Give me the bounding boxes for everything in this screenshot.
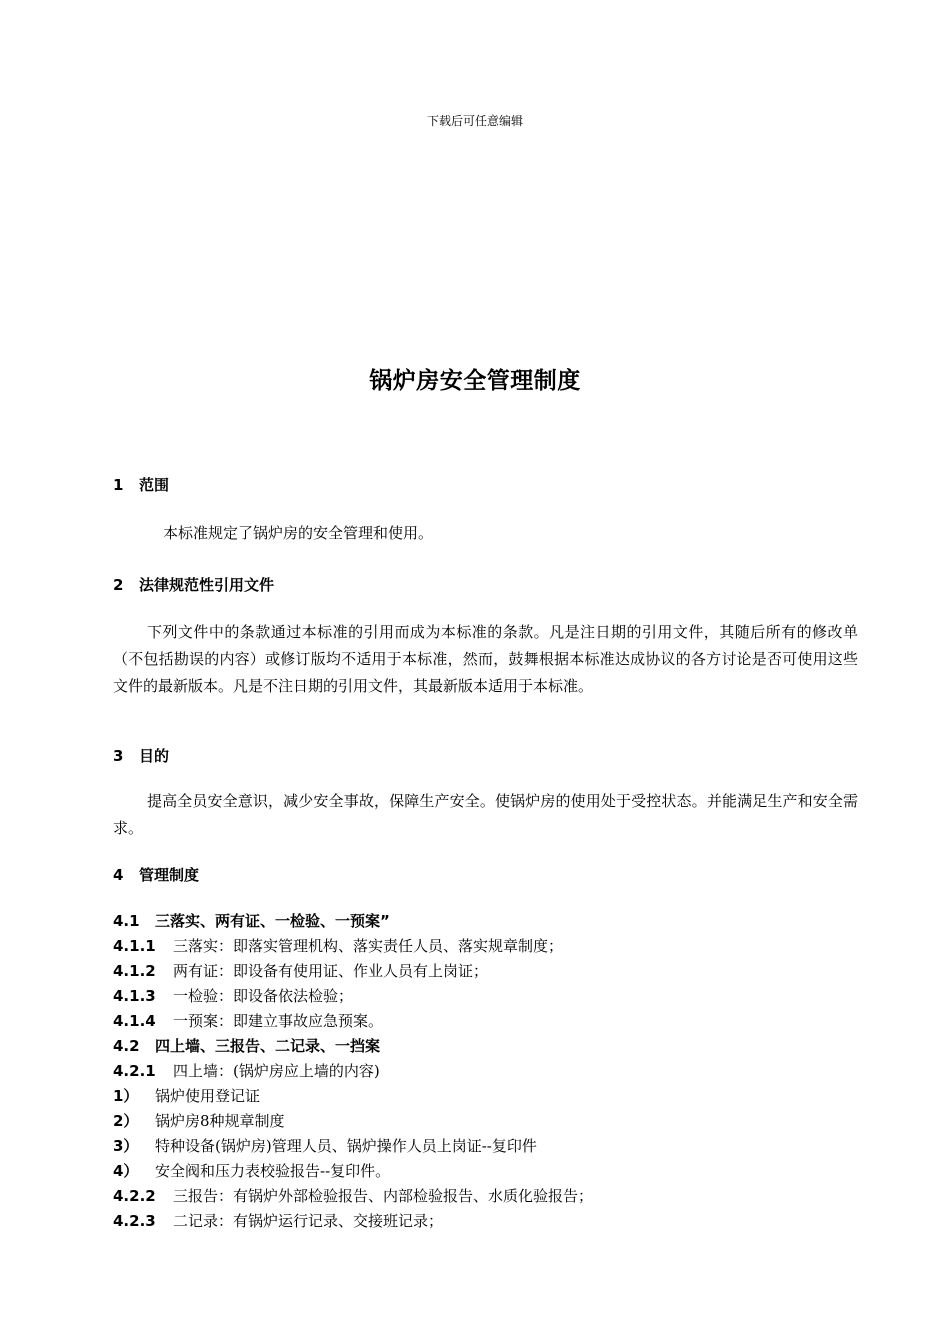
- item-number: 4.2.1: [113, 1062, 156, 1080]
- list-text: 锅炉使用登记证: [155, 1087, 261, 1105]
- item-number: 4.1: [113, 912, 140, 930]
- section-3-heading: [113, 745, 169, 766]
- item-number: 4.2.3: [113, 1212, 156, 1230]
- section-title: 法律规范性引用文件: [139, 576, 275, 594]
- item-4-2-2: [113, 1185, 593, 1206]
- list-item-3: [113, 1135, 537, 1156]
- item-text: 三落实：即落实管理机构、落实责任人员、落实规章制度；: [173, 937, 564, 955]
- list-number: 2）: [113, 1112, 139, 1130]
- list-item-1: [113, 1085, 260, 1106]
- section-title: 管理制度: [139, 866, 200, 884]
- item-4-2-1: [113, 1060, 380, 1081]
- section-title: 目的: [139, 747, 170, 765]
- list-text: 安全阀和压力表校验报告--复印件。: [155, 1162, 391, 1180]
- section-number: 4: [113, 866, 124, 884]
- section-1-heading: [113, 474, 169, 495]
- section-number: 1: [113, 476, 124, 494]
- section-2-heading: [113, 574, 274, 595]
- section-4-heading: [113, 864, 199, 885]
- section-3-body: 提高全员安全意识，减少安全事故，保障生产安全。使锅炉房的使用处于受控状态。并能满足生产和安全需求。: [113, 792, 858, 837]
- section-number: 2: [113, 576, 124, 594]
- list-text: 锅炉房8种规章制度: [155, 1112, 285, 1130]
- item-number: 4.1.2: [113, 962, 156, 980]
- item-number: 4.2: [113, 1037, 140, 1055]
- section-number: 3: [113, 747, 124, 765]
- header-note: 下载后可任意编辑: [426, 114, 523, 128]
- item-text: 四上墙、三报告、二记录、一挡案: [155, 1037, 381, 1055]
- item-4-1-1: [113, 935, 563, 956]
- section-2-body: 下列文件中的条款通过本标准的引用而成为本标准的条款。凡是注日期的引用文件，其随后所有的修改单（不包括勘误的内容）或修订版均不适用于本标准，然而，鼓舞根据本标准达成协议的各方讨论是否可使用这些文件的最新版本。凡是不注日期的引用文件，其最新版本适用于本标准。: [113, 623, 858, 695]
- item-number: 4.1.3: [113, 987, 156, 1005]
- item-text: 四上墙：(锅炉房应上墙的内容): [173, 1062, 380, 1080]
- list-item-4: [113, 1160, 390, 1181]
- item-4-1-3: [113, 985, 353, 1006]
- list-number: 3）: [113, 1137, 139, 1155]
- item-number: 4.1.4: [113, 1012, 156, 1030]
- item-4-2-3: [113, 1210, 443, 1231]
- item-text: 三落实、两有证、一检验、一预案”: [155, 912, 390, 930]
- item-text: 二记录：有锅炉运行记录、交接班记录；: [173, 1212, 444, 1230]
- item-number: 4.2.2: [113, 1187, 156, 1205]
- list-number: 4）: [113, 1162, 139, 1180]
- item-number: 4.1.1: [113, 937, 156, 955]
- item-4-1: [113, 910, 390, 931]
- list-number: 1）: [113, 1087, 139, 1105]
- item-4-1-2: [113, 960, 488, 981]
- item-4-1-4: [113, 1010, 383, 1031]
- item-text: 两有证：即设备有使用证、作业人员有上岗证；: [173, 962, 489, 980]
- item-text: 一预案：即建立事故应急预案。: [173, 1012, 384, 1030]
- item-text: 三报告：有锅炉外部检验报告、内部检验报告、水质化验报告；: [173, 1187, 594, 1205]
- list-item-2: [113, 1110, 285, 1131]
- item-text: 一检验：即设备依法检验；: [173, 987, 354, 1005]
- section-1-body: 本标准规定了锅炉房的安全管理和使用。: [163, 524, 434, 542]
- section-title: 范围: [139, 476, 170, 494]
- document-title: 锅炉房安全管理制度: [369, 368, 581, 394]
- list-text: 特种设备(锅炉房)管理人员、锅炉操作人员上岗证--复印件: [155, 1137, 537, 1155]
- item-4-2: [113, 1035, 380, 1056]
